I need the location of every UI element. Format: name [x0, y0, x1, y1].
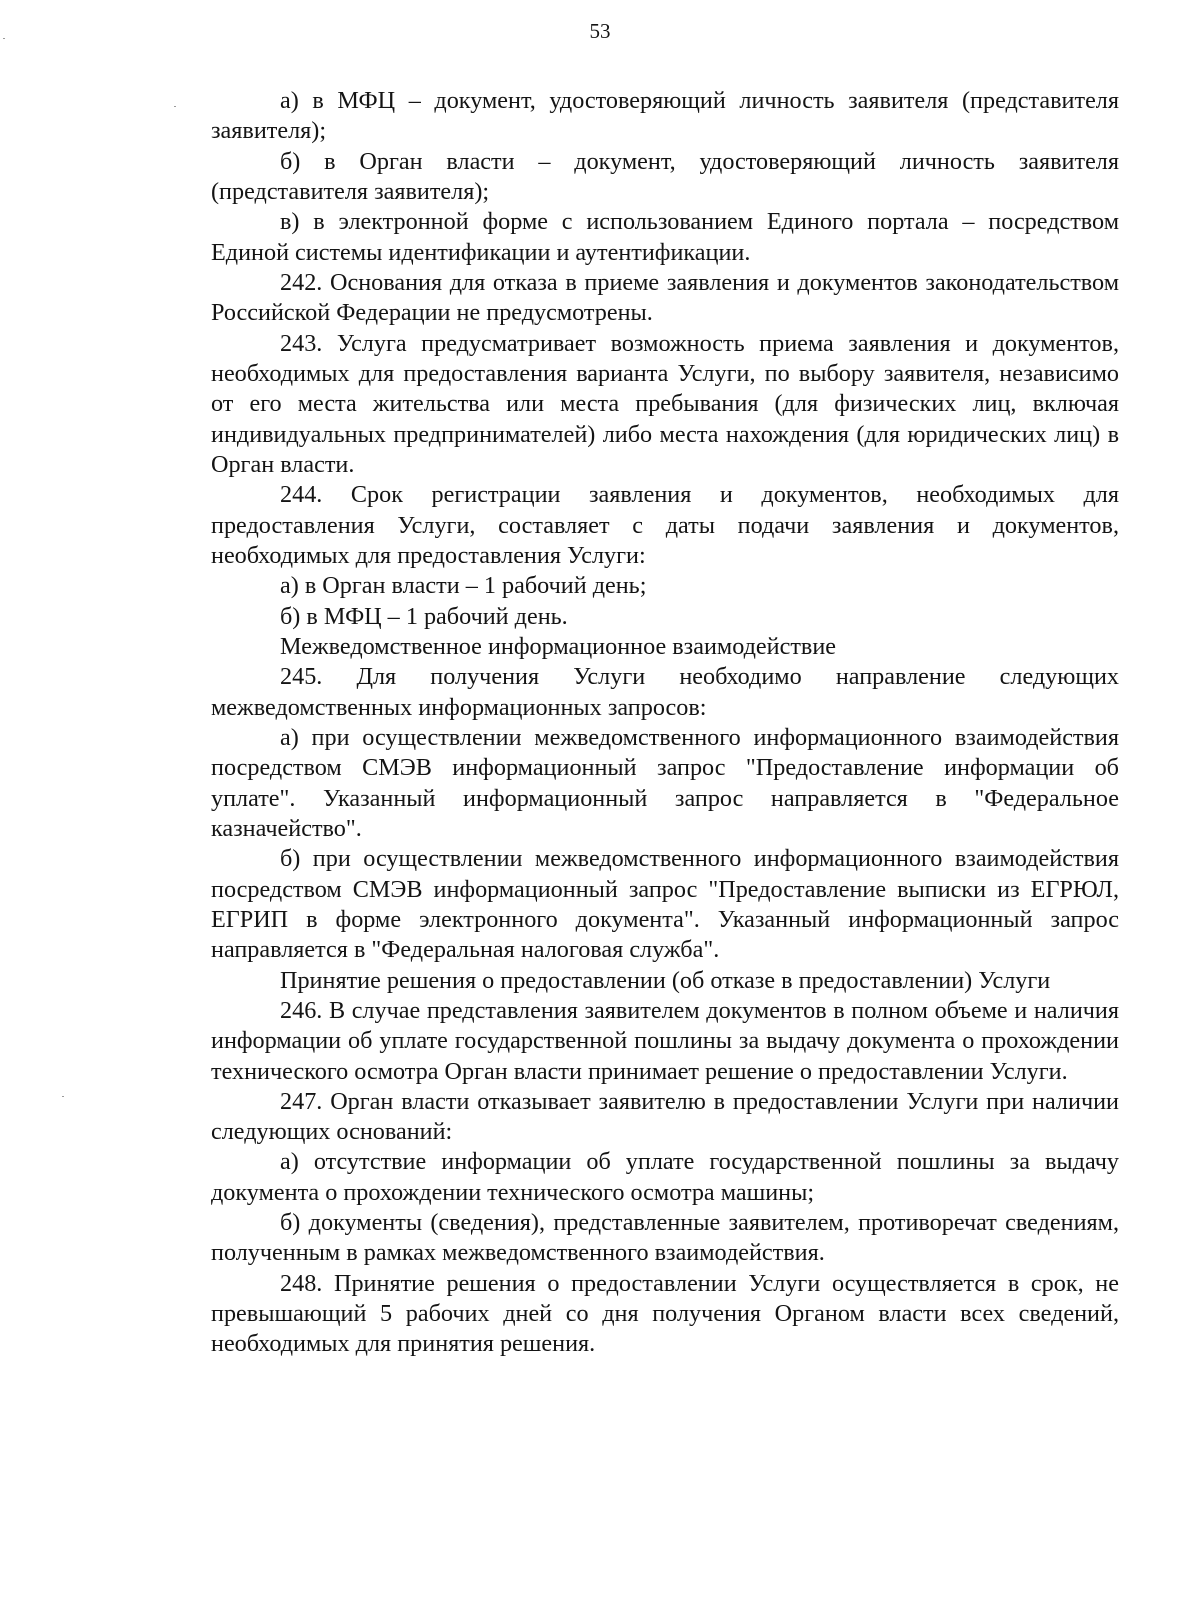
scan-speck [3, 38, 5, 39]
paragraph-7: а) в Орган власти – 1 рабочий день; [280, 572, 647, 600]
paragraph-12: б) при осуществлении межведомственного информационного взаимодействия посредством СМЭВ информационный запрос "Предоставление выписки из ЕГРЮЛ, ЕГРИП в форме электронного документа". Указанный информационный запрос направляется в "Федеральная налоговая служба". [211, 845, 1119, 964]
paragraph-18: 248. Принятие решения о предоставлении Услуги осуществляется в срок, не превышающий 5 рабочих дней со дня получения Органом власти всех сведений, необходимых для принятия решения. [211, 1269, 1119, 1358]
paragraph-3: в) в электронной форме с использованием Единого портала – посредством Единой системы идентификации и аутентификации. [211, 208, 1119, 266]
paragraph-14: 246. В случае представления заявителем документов в полном объеме и наличия информации об уплате государственной пошлины за выдачу документа о прохождении технического осмотра Орган власти принимает решение о предоставлении Услуги. [211, 996, 1119, 1085]
paragraph-6: 244. Срок регистрации заявления и документов, необходимых для предоставления Услуги, составляет с даты подачи заявления и документов, необходимых для предоставления Услуги: [211, 481, 1119, 569]
scan-speck [62, 1096, 64, 1097]
scan-speck [174, 106, 176, 107]
section-heading-decision: Принятие решения о предоставлении (об отказе в предоставлении) Услуги [280, 966, 1051, 994]
paragraph-5: 243. Услуга предусматривает возможность приема заявления и документов, необходимых для предоставления варианта Услуги, по выбору заявителя, независимо от его места жительства или места пребывания (для физических лиц, включая индивидуальных предпринимателей) либо места нахождения (для юридических лиц) в Орган власти. [211, 329, 1119, 478]
paragraph-8: б) в МФЦ – 1 рабочий день. [280, 602, 568, 630]
page-number: 53 [589, 19, 611, 43]
paragraph-2: б) в Орган власти – документ, удостоверяющий личность заявителя (представителя заявителя); [211, 147, 1119, 205]
paragraph-17: б) документы (сведения), представленные заявителем, противоречат сведениям, полученным в рамках межведомственного взаимодействия. [211, 1209, 1119, 1267]
section-heading-interagency: Межведомственное информационное взаимодействие [280, 632, 837, 660]
paragraph-15: 247. Орган власти отказывает заявителю в предоставлении Услуги при наличии следующих оснований: [211, 1087, 1119, 1146]
paragraph-4: 242. Основания для отказа в приеме заявления и документов законодательством Российской Федерации не предусмотрены. [211, 268, 1119, 327]
document-body [211, 86, 1119, 1360]
paragraph-16: а) отсутствие информации об уплате государственной пошлины за выдачу документа о прохождении технического осмотра машины; [211, 1148, 1119, 1206]
paragraph-11: а) при осуществлении межведомственного информационного взаимодействия посредством СМЭВ информационный запрос "Предоставление информации об уплате". Указанный информационный запрос направляется в "Федеральное казначейство". [211, 723, 1119, 842]
paragraph-10: 245. Для получения Услуги необходимо направление следующих межведомственных информационных запросов: [211, 663, 1119, 721]
paragraph-1: а) в МФЦ – документ, удостоверяющий личность заявителя (представителя заявителя); [211, 87, 1119, 145]
